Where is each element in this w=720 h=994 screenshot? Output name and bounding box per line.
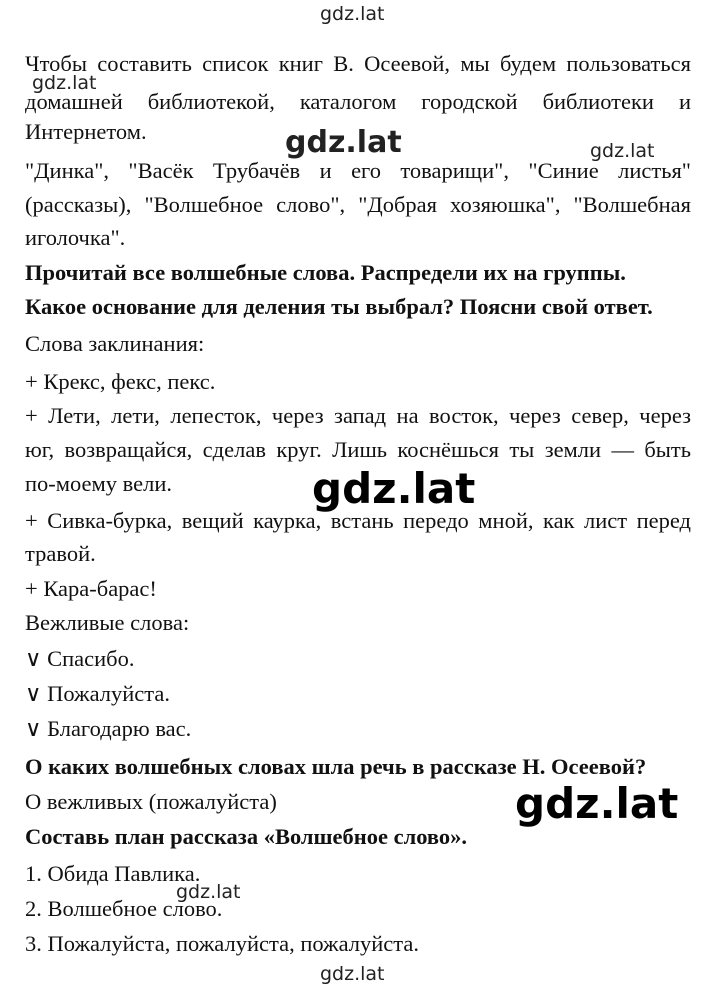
text-line: юг, возвращайся, сделав круг. Лишь коснёшься ты земли — быть bbox=[25, 437, 691, 462]
list-item: + Кара-барас! bbox=[25, 576, 157, 601]
text-line: иголочка". bbox=[25, 225, 126, 250]
watermark: gdz.lat bbox=[312, 464, 476, 513]
watermark: gdz.lat bbox=[285, 125, 402, 160]
task-heading: Какое основание для деления ты выбрал? Поясни свой ответ. bbox=[25, 294, 653, 319]
text-line: (рассказы), "Волшебное слово", "Добрая хозяюшка", "Волшебная bbox=[25, 192, 691, 217]
watermark: gdz.lat bbox=[32, 72, 97, 94]
watermark: gdz.lat bbox=[320, 963, 385, 985]
text-line: О вежливых (пожалуйста) bbox=[25, 789, 277, 814]
list-item: 3. Пожалуйста, пожалуйста, пожалуйста. bbox=[25, 931, 420, 956]
watermark: gdz.lat bbox=[590, 140, 655, 162]
list-item: + Сивка-бурка, вещий каурка, встань передо мной, как лист перед bbox=[25, 508, 691, 533]
list-item: ∨ Пожалуйста. bbox=[25, 681, 170, 706]
text-line: Слова заклинания: bbox=[25, 331, 205, 356]
text-line: травой. bbox=[25, 541, 96, 566]
text-line: домашней библиотекой, каталогом городской библиотеки и bbox=[25, 89, 691, 114]
list-item: ∨ Спасибо. bbox=[25, 646, 135, 671]
text-line: "Динка", "Васёк Трубачёв и его товарищи", "Синие листья" bbox=[25, 158, 691, 183]
list-item: 2. Волшебное слово. bbox=[25, 896, 223, 921]
text-line: Чтобы составить список книг В. Осеевой, мы будем пользоваться bbox=[25, 51, 691, 76]
task-heading: О каких волшебных словах шла речь в рассказе Н. Осеевой? bbox=[25, 754, 647, 779]
task-heading: Составь план рассказа «Волшебное слово». bbox=[25, 824, 468, 849]
list-item: 1. Обида Павлика. bbox=[25, 861, 201, 886]
list-item: + Крекс, фекс, пекс. bbox=[25, 369, 216, 394]
text-line: Интернетом. bbox=[25, 119, 147, 144]
watermark: gdz.lat bbox=[176, 881, 241, 903]
list-item: ∨ Благодарю вас. bbox=[25, 716, 192, 741]
task-heading: Прочитай все волшебные слова. Распредели их на группы. bbox=[25, 260, 626, 285]
watermark: gdz.lat bbox=[515, 779, 679, 828]
text-line: по-моему вели. bbox=[25, 471, 173, 496]
list-item: + Лети, лети, лепесток, через запад на восток, через север, через bbox=[25, 403, 691, 428]
watermark: gdz.lat bbox=[320, 3, 385, 25]
text-line: Вежливые слова: bbox=[25, 610, 190, 635]
